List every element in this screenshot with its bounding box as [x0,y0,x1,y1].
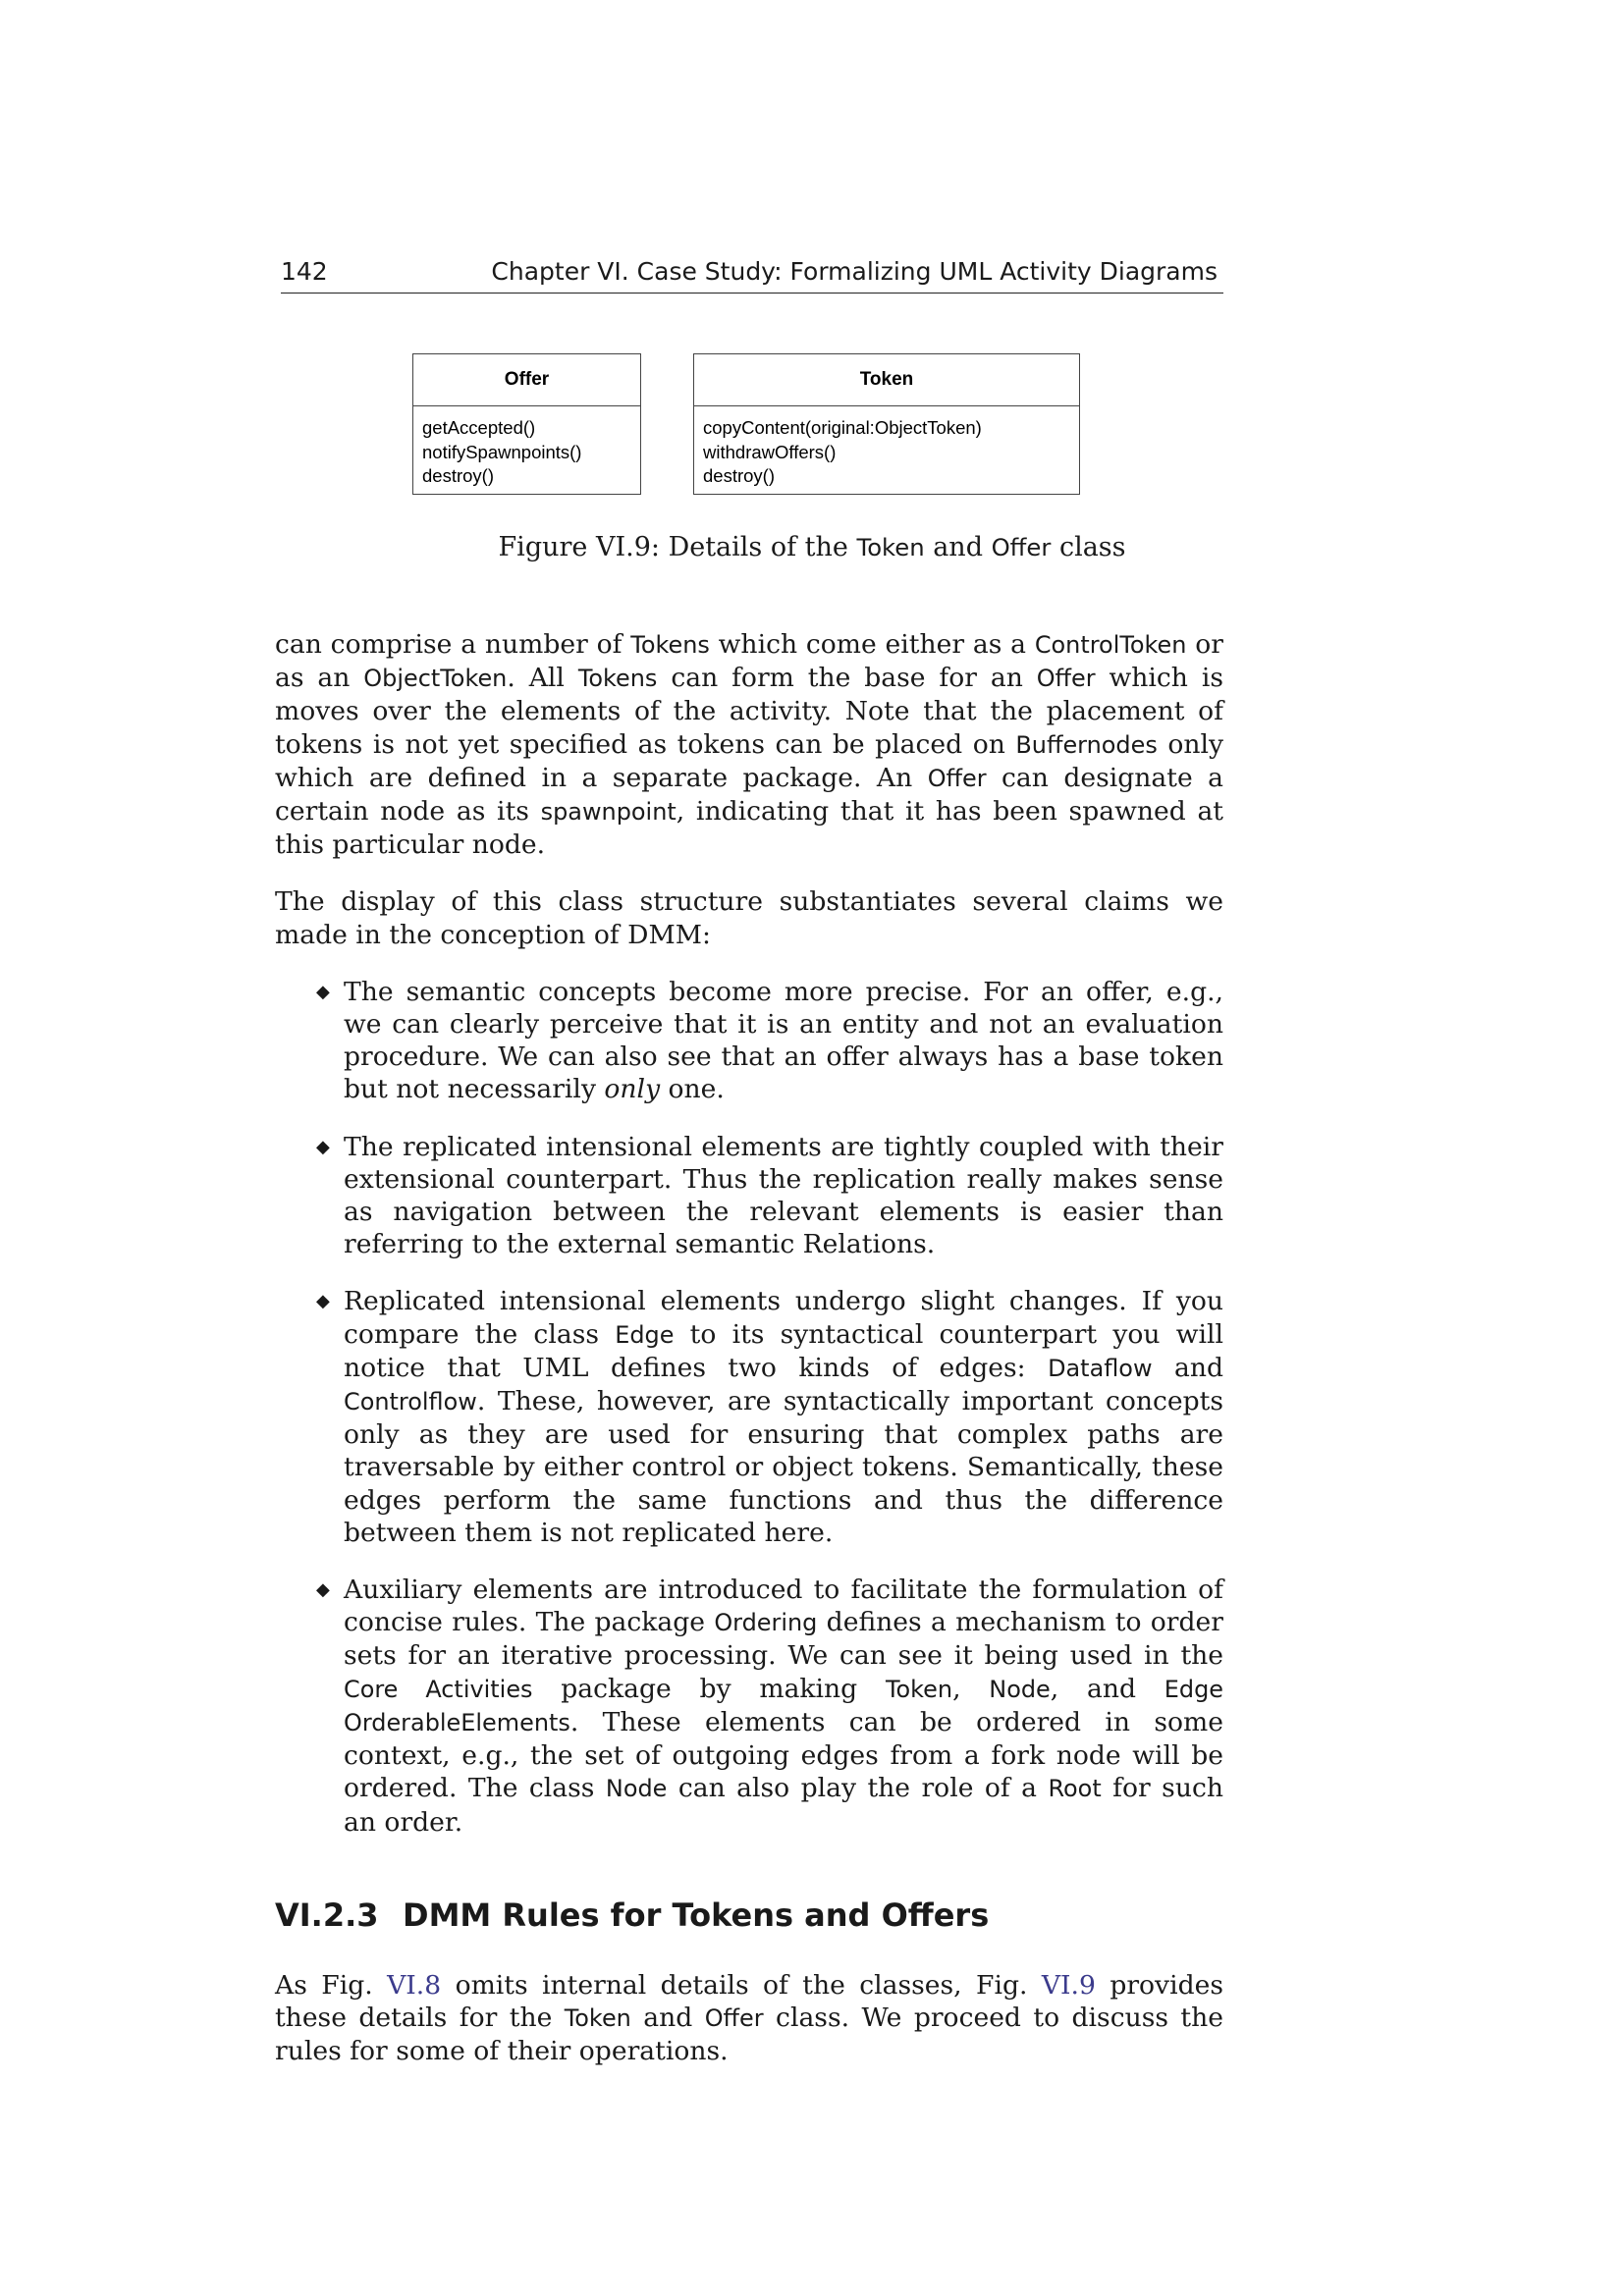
list-item: ◆ The semantic concepts become more precise. For an offer, e.g., we can clearly perceive that it is an entity and not an evaluation procedure. We can also see that an offer always has a base token but not necessarily only one. [316,976,1223,1105]
offer-operation: notifySpawnpoints() [422,441,582,462]
figure-ref-link[interactable]: VI.8 [387,1969,442,2001]
paragraph: can comprise a number of Tokens which come either as a ControlToken or as an ObjectToken. All Tokens can form the base for an Offer which is moves over the elements of the activity. Note that the placement of tokens is not yet specified as tokens can be placed on Buffernodes only which are defined in a separate package. An Offer can designate a certain node as its spawnpoint, indicating that it has been spawned at this particular node. [275,629,1223,861]
figure-caption: Figure VI.9: Details of the Token and Offer class [498,532,1126,562]
token-class-box [693,353,1080,495]
section-heading [275,1896,1223,1935]
section-number: VI.2.3 [275,1896,379,1934]
token-operation: withdrawOffers() [703,441,837,462]
diamond-bullet-icon: ◆ [316,1136,330,1157]
page-number: 142 [281,257,328,286]
list-item: ◆ Replicated intensional elements undergo slight changes. If you compare the class Edge to its syntactical counterpart you will notice that UML defines two kinds of edges: Dataflow and Controlflow. These, however, are syntactically important concepts only as they are used for ensuring that complex paths are traversable by either control or object tokens. Semantically, these edges perform the same functions and thus the difference between them is not replicated here. [316,1286,1223,1548]
list-item: ◆ Auxiliary elements are introduced to facilitate the formulation of concise rules. The package Ordering defines a mechanism to order sets for an iterative processing. We can see it being used in the Core Activities package by making Token, Node, and Edge OrderableElements. These elements can be ordered in some context, e.g., the set of outgoing edges from a fork node will be ordered. The class Node can also play the role of a Root for such an order. [316,1575,1223,1838]
body-text [275,628,1223,2092]
token-operations [694,406,1079,489]
token-operation: copyContent(original:ObjectToken) [703,417,982,438]
figure-ref-link[interactable]: VI.9 [1041,1969,1096,2001]
offer-operations [413,406,640,489]
diamond-bullet-icon: ◆ [316,1291,330,1312]
list-item: ◆ The replicated intensional elements are tightly coupled with their extensional counterpart. Thus the replication really makes sense as navigation between the relevant elements is easier than referring to the external semantic Relations. [316,1131,1223,1260]
claims-list [275,976,1223,1839]
chapter-title: Chapter VI. Case Study: Formalizing UML Activity Diagrams [491,257,1218,286]
offer-operation: destroy() [422,465,494,486]
diamond-bullet-icon: ◆ [316,981,330,1002]
token-class-name: Token [694,354,1079,406]
offer-class-box [412,353,641,495]
offer-operation: getAccepted() [422,417,536,438]
token-operation: destroy() [703,465,775,486]
running-header [281,253,1223,294]
paragraph: As Fig. VI.8 omits internal details of the classes, Fig. VI.9 provides these details for the Token and Offer class. We proceed to discuss the rules for some of their operations. [275,1969,1223,2067]
paragraph: The display of this class structure substantiates several claims we made in the conception of DMM: [275,886,1223,950]
section-title: DMM Rules for Tokens and Offers [403,1896,990,1934]
diamond-bullet-icon: ◆ [316,1579,330,1601]
offer-class-name: Offer [413,354,640,406]
